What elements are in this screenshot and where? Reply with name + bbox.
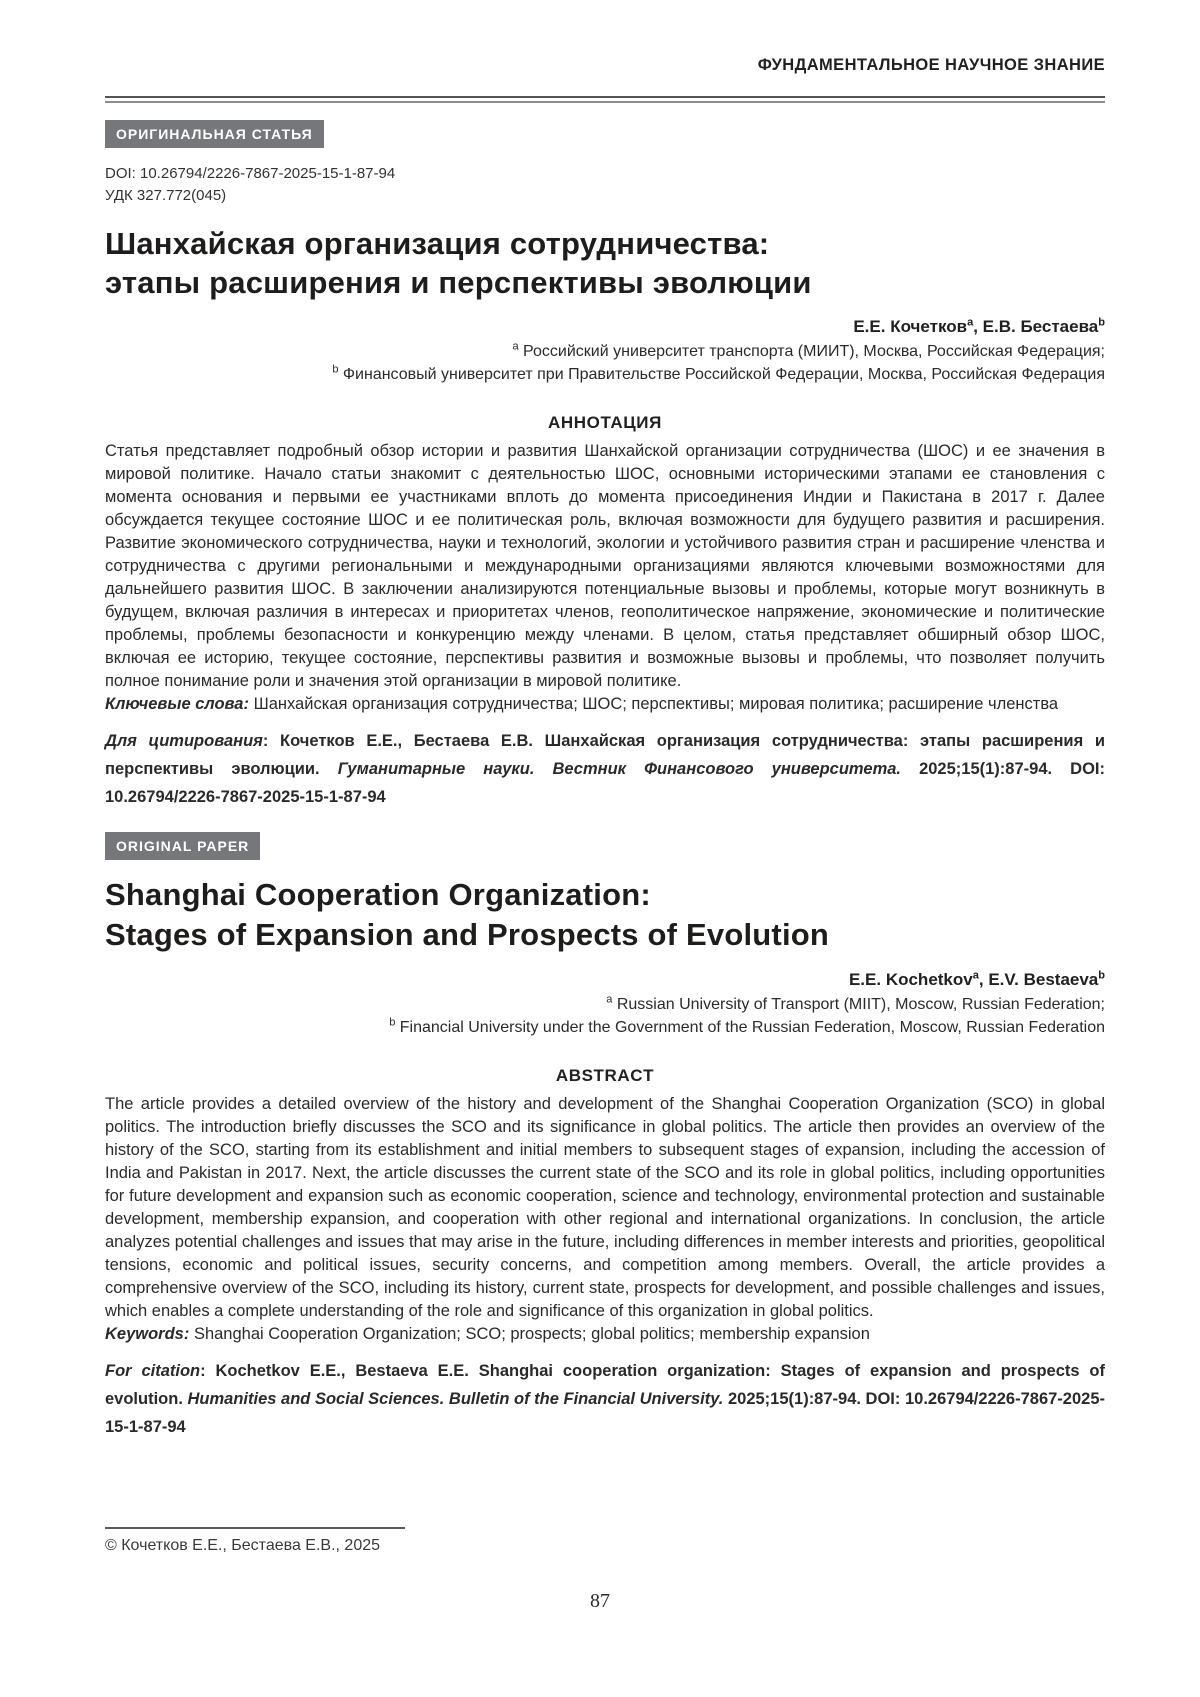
- authors-en-separator: ,: [978, 970, 989, 989]
- ru-block: [105, 103, 1105, 811]
- abstract-heading-en: ABSTRACT: [555, 1066, 655, 1085]
- article-meta: [105, 163, 1105, 207]
- en-block: [105, 811, 1105, 1441]
- citation-en-journal: Humanities and Social Sciences. Bulletin of the Financial University.: [187, 1390, 724, 1408]
- affiliation-en-b-mark: b: [389, 1016, 396, 1029]
- abstract-heading-ru: АННОТАЦИЯ: [548, 413, 662, 432]
- authors-ru-separator: ,: [973, 317, 983, 336]
- header-rule: [105, 96, 1105, 103]
- page-number: 87: [590, 1590, 610, 1612]
- title-en: [105, 875, 1105, 955]
- title-ru: [105, 224, 1105, 302]
- author-en-2-affil-mark: b: [1098, 969, 1105, 982]
- author-en-1-affil-mark: a: [972, 969, 979, 982]
- author-ru-1-affil-mark: a: [967, 316, 974, 329]
- title-ru-line1: Шанхайская организация сотрудничества:: [105, 226, 770, 261]
- citation-en-label: For citation: [105, 1362, 201, 1380]
- affiliation-ru-b-mark: b: [332, 363, 339, 376]
- title-en-line1: Shanghai Cooperation Organization:: [105, 877, 651, 912]
- authors-en: [105, 970, 1105, 990]
- title-en-line2: Stages of Expansion and Prospects of Evolution: [105, 917, 830, 952]
- citation-en-part1: : Kochetkov E.E., Bestaeva E.E. Shanghai cooperation organization: Stages of expansion and prospects of evolution.: [105, 1362, 1105, 1408]
- title-ru-line2: этапы расширения и перспективы эволюции: [105, 265, 812, 300]
- footer-rule: [105, 1527, 405, 1529]
- citation-ru-journal: Гуманитарные науки. Вестник Финансового университета.: [337, 760, 901, 778]
- abstract-ru: Статья представляет подробный обзор истории и развития Шанхайской организации сотрудничества (ШОС) и ее значения в мировой политике. Начало статьи знакомит с деятельностью ШОС, основными историческими этапами ее становления с момента основания и первыми ее участниками вплоть до момента присоединения Индии и Пакистана в 2017 г. Далее обсуждается текущее состояние ШОС и ее политическая роль, включая возможности для будущего развития и расширения. Развитие экономического сотрудничества, науки и технологий, экологии и устойчивого развития стран и расширение членства и сотрудничества с другими региональными и международными организациями являются ключевыми возможностями для дальнейшего развития ШОС. В заключении анализируются потенциальные вызовы и проблемы, которые могут возникнуть в будущем, включая различия в интересах и приоритетах членов, геополитическое напряжение, экономические и политические проблемы, проблемы безопасности и конкуренцию между членами. В целом, статья представляет обширный обзор ШОС, включая ее историю, текущее состояние, перспективы развития и возможные вызовы и проблемы, что позволяет получить полное понимание роли и значения этой организации в мировой политике.: [105, 442, 1105, 690]
- affiliation-en-b: [105, 1016, 1105, 1039]
- running-head: ФУНДАМЕНТАЛЬНОЕ НАУЧНОЕ ЗНАНИЕ: [757, 56, 1105, 74]
- keywords-ru-text: Шанхайская организация сотрудничества; ШОС; перспективы; мировая политика; расширение членства: [248, 695, 1059, 713]
- copyright-line: © Кочетков Е.Е., Бестаева Е.В., 2025: [105, 1537, 381, 1554]
- article-type-badge-ru: ОРИГИНАЛЬНАЯ СТАТЬЯ: [105, 120, 324, 148]
- doi-text: DOI: 10.26794/2226-7867-2025-15-1-87-94: [105, 165, 396, 182]
- affiliation-en-a-text: Russian University of Transport (MIIT), Moscow, Russian Federation;: [612, 996, 1105, 1013]
- udk-text: УДК 327.772(045): [105, 187, 227, 204]
- author-ru-2: Е.В. Бестаева: [982, 317, 1099, 336]
- affiliation-ru-a-mark: a: [512, 340, 519, 353]
- citation-ru-part2: 2025;15(1):87-94. DOI: 10.26794/2226-7867-2025-15-1-87-94: [105, 760, 1105, 806]
- citation-en-part2: 2025;15(1):87-94. DOI: 10.26794/2226-7867-2025-15-1-87-94: [105, 1390, 1105, 1436]
- affiliations-ru: [105, 340, 1105, 386]
- citation-ru: [105, 727, 1105, 811]
- citation-en: [105, 1357, 1105, 1441]
- keywords-en-label: Keywords:: [105, 1325, 190, 1343]
- affiliation-ru-a: [105, 340, 1105, 363]
- keywords-ru: [105, 693, 1105, 716]
- author-en-1: E.E. Kochetkov: [848, 970, 973, 989]
- author-en-2: E.V. Bestaeva: [988, 970, 1099, 989]
- affiliation-ru-b-text: Финансовый университет при Правительстве Российской Федерации, Москва, Российская Федерация: [338, 366, 1105, 383]
- affiliation-en-b-text: Financial University under the Government of the Russian Federation, Moscow, Russian Federation: [395, 1019, 1105, 1036]
- affiliation-ru-a-text: Российский университет транспорта (МИИТ), Москва, Российская Федерация;: [518, 343, 1105, 360]
- affiliations-en: [105, 993, 1105, 1039]
- keywords-en-text: Shanghai Cooperation Organization; SCO; prospects; global politics; membership expansion: [189, 1325, 870, 1343]
- affiliation-en-a-mark: a: [606, 993, 613, 1006]
- article-type-badge-en: ORIGINAL PAPER: [105, 832, 260, 860]
- footer: [105, 1527, 405, 1555]
- authors-ru: [105, 317, 1105, 337]
- affiliation-en-a: [105, 993, 1105, 1016]
- author-ru-2-affil-mark: b: [1098, 316, 1105, 329]
- abstract-en: The article provides a detailed overview of the history and development of the Shanghai Cooperation Organization (SCO) in global politics. The introduction briefly discusses the SCO and its significance in global politics. The article then provides an overview of the history of the SCO, starting from its establishment and initial members to subsequent stages of expansion, including the accession of India and Pakistan in 2017. Next, the article discusses the current state of the SCO and its role in global politics, including opportunities for future development and expansion such as economic cooperation, science and technology, environmental protection and sustainable development, membership expansion, and cooperation with other regional and international organizations. In conclusion, the article analyzes potential challenges and issues that may arise in the future, including differences in member interests and priorities, geopolitical tensions, economic and political issues, security concerns, and competition among members. Overall, the article provides a comprehensive overview of the SCO, including its history, current state, prospects for development, and possible challenges and issues, which enables a complete understanding of the role and significance of this organization in global politics.: [105, 1095, 1105, 1320]
- author-ru-1: Е.Е. Кочетков: [853, 317, 968, 336]
- affiliation-ru-b: [105, 363, 1105, 386]
- keywords-en: [105, 1323, 1105, 1346]
- keywords-ru-label: Ключевые слова:: [105, 695, 249, 713]
- citation-ru-label: Для цитирования: [105, 732, 263, 750]
- citation-ru-part1: : Кочетков Е.Е., Бестаева Е.В. Шанхайская организация сотрудничества: этапы расширения и перспективы эволюции.: [105, 732, 1105, 778]
